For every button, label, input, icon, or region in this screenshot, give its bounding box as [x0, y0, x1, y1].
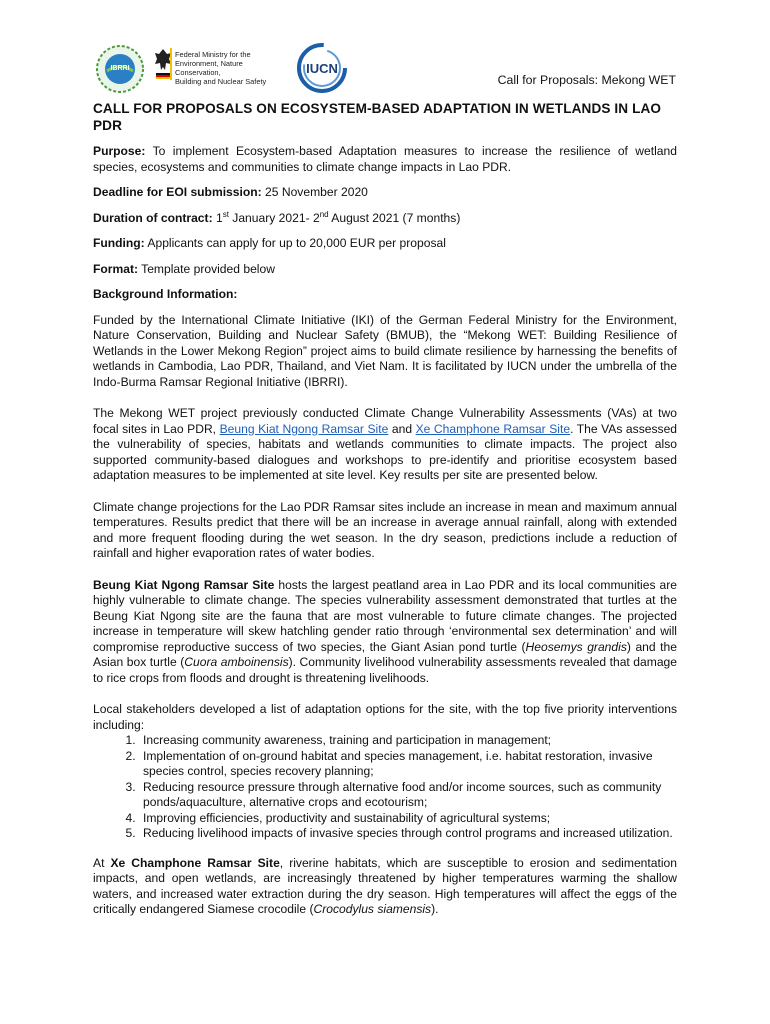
- deadline-value: 25 November 2020: [261, 185, 368, 199]
- para2-text-c: . The VAs assessed the vulnerability of species, habitats and wetlands communities to climate impacts. The project also supported community-based dialogues and workshops to pre-identify and prioritise ecosystem based adaptation measures to be implemented at site level. Key results per site are presented below.: [93, 421, 678, 482]
- para4-bold: Beung Kiat Ngong Ramsar Site: [93, 577, 275, 592]
- priority-interventions-list: [93, 733, 677, 842]
- funding-label: Funding:: [93, 236, 145, 250]
- para6-species: Crocodylus siamensis: [313, 902, 432, 916]
- background-paragraph-2: [93, 406, 677, 484]
- list-item: 4. Improving efficiencies, productivity and sustainability of agricultural systems;: [139, 811, 677, 827]
- bmu-line-3: Building and Nuclear Safety: [175, 77, 267, 86]
- para4-text-c: ). Community livelihood vulnerability assessments revealed that damage to rice crops from floods and drought is threatening livelihoods.: [93, 655, 678, 685]
- para4-species-1: Heosemys grandis: [525, 639, 627, 654]
- format-line: [93, 262, 677, 278]
- bmu-logo-text: [175, 50, 281, 86]
- purpose-paragraph: [93, 144, 677, 175]
- deadline-line: [93, 185, 677, 201]
- list-item: 5. Reducing livelihood impacts of invasive species through control programs and increased utilization.: [139, 826, 677, 842]
- format-value: Template provided below: [138, 261, 275, 276]
- running-header: Call for Proposals: Mekong WET: [497, 73, 676, 87]
- bmu-line-1: Federal Ministry for the: [175, 50, 251, 59]
- para6-bold: Xe Champhone Ramsar Site: [110, 855, 280, 870]
- background-heading: [93, 287, 677, 303]
- duration-part-2: January 2021- 2: [228, 210, 320, 225]
- duration-part-1: 1: [212, 210, 223, 225]
- beung-kiat-ngong-paragraph: [93, 578, 677, 687]
- para4-text-b: ) and the Asian box turtle (: [93, 639, 677, 669]
- xe-champhone-paragraph: [93, 856, 677, 918]
- purpose-text: To implement Ecosystem-based Adaptation measures to increase the resilience of wetland species, ecosystems and communities to climate change impacts in Lao PDR.: [93, 144, 677, 174]
- para4-species-2: Cuora amboinensis: [184, 655, 289, 669]
- para6-text-b: , riverine habitats, which are susceptible to erosion and sedimentation impacts, and open wetlands, are increasingly threatened by higher temperatures warming the shallow waters, and increased water extraction during the dry season. High temperatures will affect the eggs of the critically endangered Siamese crocodile (: [93, 855, 677, 916]
- adaptation-intro-paragraph: Local stakeholders developed a list of adaptation options for the site, with the top five priority interventions including:: [93, 702, 677, 732]
- duration-sup-2: nd: [319, 209, 329, 219]
- bmu-logo: [153, 44, 281, 88]
- funding-line: [93, 236, 677, 252]
- duration-part-3: August 2021 (7 months): [328, 210, 461, 225]
- purpose-label: Purpose:: [93, 144, 146, 158]
- background-label: Background Information:: [93, 287, 238, 301]
- format-label: Format:: [93, 261, 139, 276]
- funding-value: Applicants can apply for up to 20,000 EUR per proposal: [144, 236, 446, 250]
- bmu-line-2: Environment, Nature Conservation,: [175, 59, 243, 77]
- iucn-logo-text: IUCN: [306, 61, 338, 76]
- background-paragraph-1: Funded by the International Climate Initiative (IKI) of the German Federal Ministry for the Environment, Nature Conservation, Building and Nuclear Safety (BMUB), the “Mekong WET: Building Resilience of Wetlands in the Lower Mekong Region” project aims to build climate resilience by harnessing the benefits of wetlands in Cambodia, Lao PDR, Thailand, and Viet Nam. It is facilitated by IUCN under the umbrella of the Indo-Burma Ramsar Regional Initiative (IBRRI).: [93, 312, 677, 389]
- document-title: CALL FOR PROPOSALS ON ECOSYSTEM-BASED ADAPTATION IN WETLANDS IN LAO PDR: [93, 101, 662, 133]
- iucn-logo: [293, 42, 351, 94]
- ibrri-logo-text: IBRRI: [110, 65, 130, 72]
- ibrri-logo: [95, 44, 145, 94]
- list-item: 2. Implementation of on-ground habitat and species management, i.e. habitat restoration, invasive species control, species recovery planning;: [139, 749, 677, 780]
- para2-text-b: and: [388, 421, 416, 436]
- duration-sup-1: st: [222, 209, 229, 219]
- deadline-label: Deadline for EOI submission:: [93, 185, 262, 199]
- para6-text-c: ).: [431, 902, 439, 916]
- duration-label: Duration of contract:: [93, 210, 213, 225]
- para4-text-a: hosts the largest peatland area in Lao PDR and its local communities are highly vulnerable to climate change. The species vulnerability assessment demonstrated that turtles at the Beung Kiat Ngong site are the fauna that are most vulnerable to future climate changes. The projected increase in temperature will skew hatchling gender ratio through ‘environmental sex determination’ and will compromise reproductive success of two species, the Giant Asian pond turtle (: [93, 577, 677, 654]
- list-item: 3. Reducing resource pressure through alternative food and/or income sources, such as community ponds/aquaculture, alternative crops and ecotourism;: [139, 780, 677, 811]
- para6-text-a: At: [93, 855, 111, 870]
- duration-line: [93, 211, 677, 227]
- para2-text-a: The Mekong WET project previously conducted Climate Change Vulnerability Assessments (VAs) at two focal sites in Lao PDR,: [93, 406, 677, 436]
- xe-champhone-link[interactable]: Xe Champhone Ramsar Site: [415, 421, 571, 436]
- document-body: [93, 100, 677, 928]
- flag-stripe: [170, 48, 172, 80]
- beung-kiat-ngong-link[interactable]: Beung Kiat Ngong Ramsar Site: [219, 421, 389, 436]
- list-item: 1. Increasing community awareness, training and participation in management;: [139, 733, 677, 749]
- background-paragraph-3: Climate change projections for the Lao PDR Ramsar sites include an increase in mean and maximum annual temperatures. Results predict that there will be an increase in average annual rainfall, along with extended and more frequent flooding during the wet season. In the dry season, predictions include a reduction of rainfall and higher evaporation rates of water bodies.: [93, 499, 677, 560]
